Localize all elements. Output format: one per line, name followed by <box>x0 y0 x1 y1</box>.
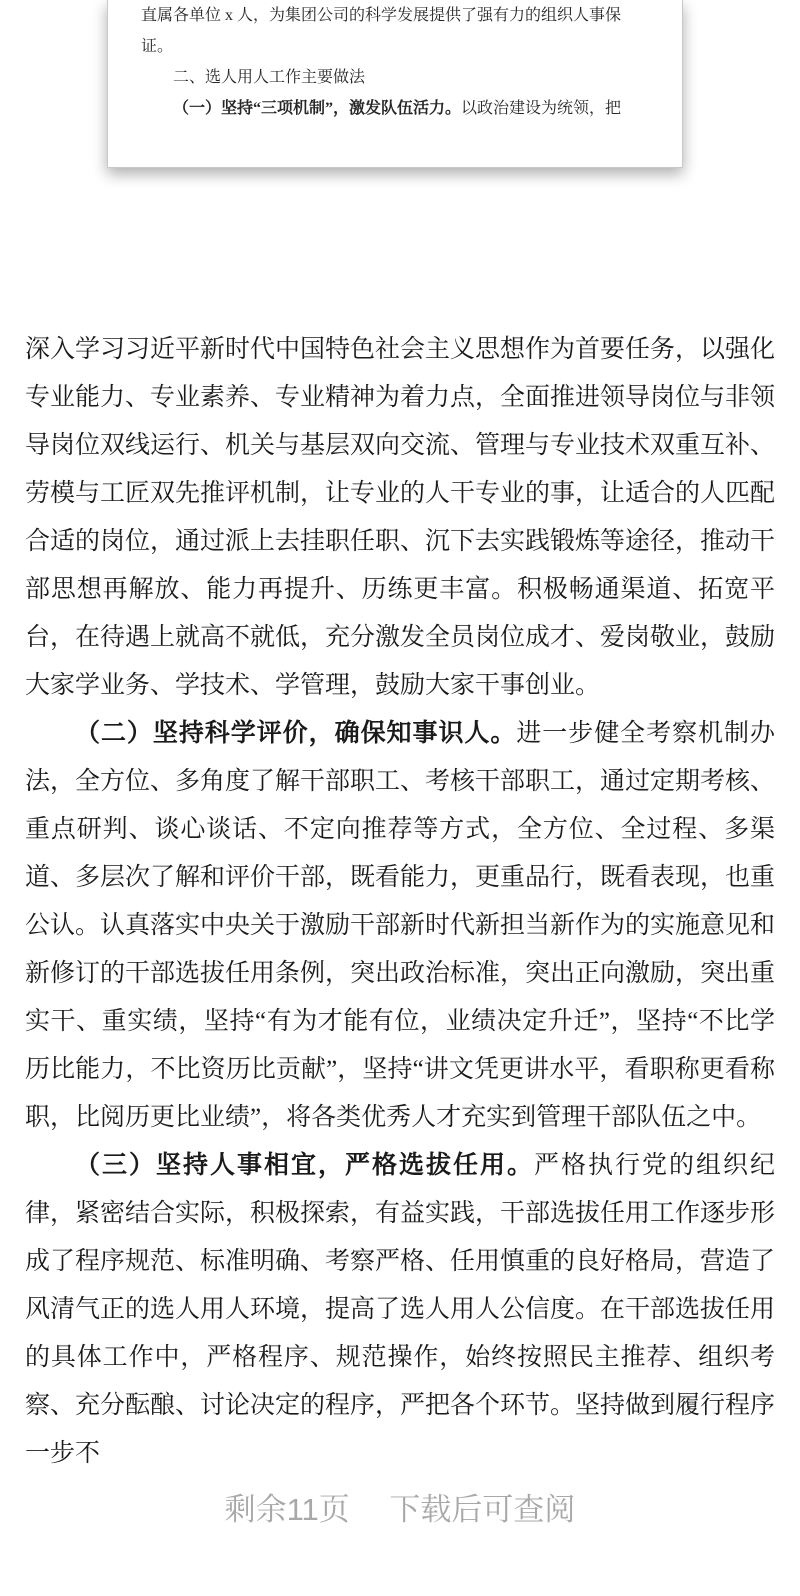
body-paragraph <box>25 1142 775 1478</box>
preview-paragraph: 直属各单位 x 人，为集团公司的科学发展提供了强有力的组织人事保证。 <box>141 7 622 55</box>
body-paragraph-lead: （三）坚持人事相宜，严格选拔任用。 <box>75 1152 534 1179</box>
body-paragraph-text: 深入学习习近平新时代中国特色社会主义思想作为首要任务，以强化专业能力、专业素养、专业精神为着力点，全面推进领导岗位与非领导岗位双线运行、机关与基层双向交流、管理与专业技术双重互补、劳模与工匠双先推评机制，让专业的人干专业的事，让适合的人匹配合适的岗位，通过派上去挂职任职、沉下去实践锻炼等途径，推动干部思想再解放、能力再提升、历练更丰富。积极畅通渠道、拓宽平台，在待遇上就高不就低，充分激发全员岗位成才、爱岗敬业，鼓励大家学业务、学技术、学管理，鼓励大家干事创业。 <box>25 336 775 699</box>
body-paragraph-text: 严格执行党的组织纪律，紧密结合实际，积极探索，有益实践，干部选拔任用工作逐步形成了程序规范、标准明确、考察严格、任用慎重的良好格局，营造了风清气正的选人用人环境，提高了选人用人公信度。在干部选拔任用的具体工作中，严格程序、规范操作，始终按照民主推荐、组织考察、充分酝酿、讨论决定的程序，严把各个环节。坚持做到履行程序一步不 <box>25 1152 775 1467</box>
page-thumbnail-card <box>107 0 683 168</box>
preview-section-heading: 二、选人用人工作主要做法 <box>173 69 366 86</box>
remaining-pages-notice: 剩余11页 下载后可查阅 <box>224 1492 576 1527</box>
preview-paragraph <box>141 93 646 124</box>
preview-paragraph-text: 以政治建设为统领，把 <box>461 100 622 117</box>
document-body <box>25 326 775 1478</box>
body-paragraph-text: 进一步健全考察机制办法，全方位、多角度了解干部职工、考核干部职工，通过定期考核、重点研判、谈心谈话、不定向推荐等方式，全方位、全过程、多渠道、多层次了解和评价干部，既看能力，更重品行，既看表现，也重公认。认真落实中央关于激励干部新时代新担当新作为的实施意见和新修订的干部选拔任用条例，突出政治标准，突出正向激励，突出重实干、重实绩，坚持“有为才能有位，业绩决定升迁”，坚持“不比学历比能力，不比资历比贡献”，坚持“讲文凭更讲水平，看职称更看称职，比阅历更比业绩”，将各类优秀人才充实到管理干部队伍之中。 <box>25 720 775 1131</box>
body-paragraph <box>25 710 775 1142</box>
preview-paragraph-lead: （一）坚持“三项机制”，激发队伍活力。 <box>173 100 462 117</box>
body-paragraph-lead: （二）坚持科学评价，确保知事识人。 <box>75 720 517 747</box>
body-paragraph <box>25 326 775 710</box>
